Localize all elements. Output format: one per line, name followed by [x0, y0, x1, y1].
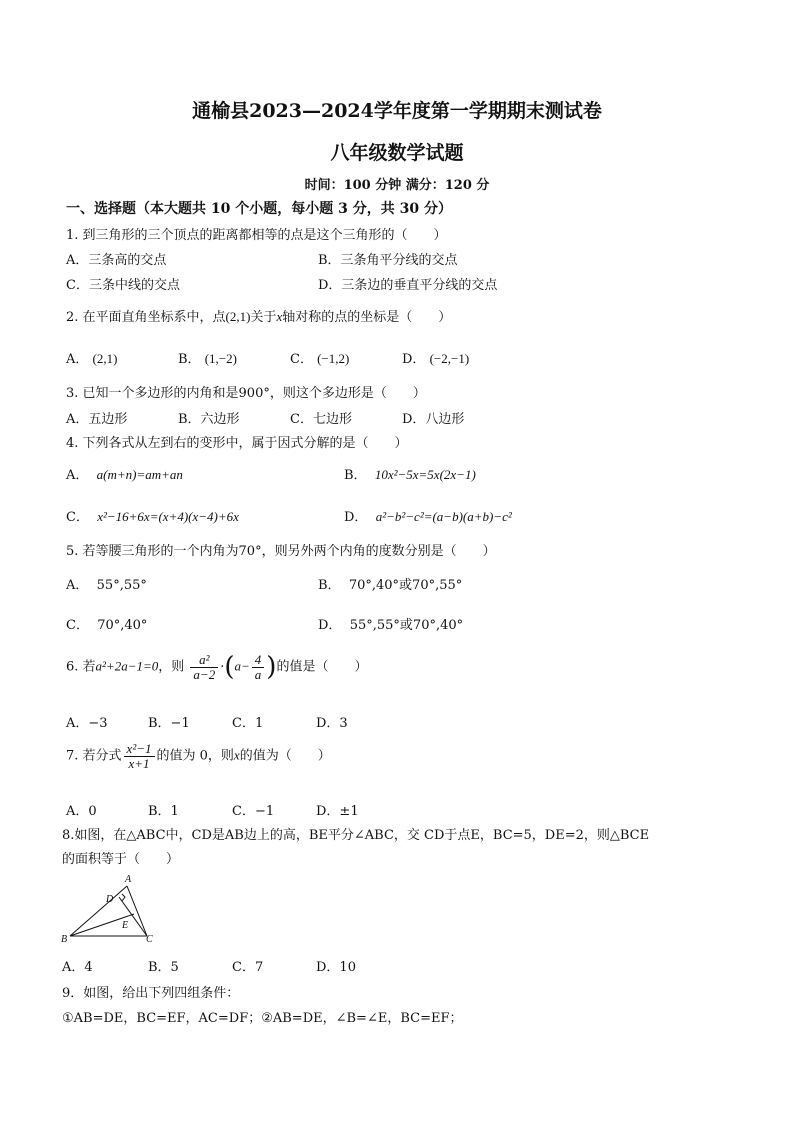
q5-stem: 5. 若等腰三角形的一个内角为70°，则另外两个内角的度数分别是（ ） — [66, 544, 496, 559]
q5-option-c: C． 70°,40° — [66, 618, 148, 633]
q6-fraction-2: $\frac{4}{a}$ — [252, 653, 265, 681]
q6-condition: a²+2a−1=0 — [95, 658, 159, 674]
label-a: A — [125, 874, 132, 885]
q2-axis: x — [276, 309, 283, 324]
q1-option-d: D．三条边的垂直平分线的交点 — [318, 278, 498, 293]
q2-option-d: D． (−2,−1) — [402, 351, 470, 367]
q3-option-d: D．八边形 — [402, 412, 465, 427]
q6-option-c: C．1 — [232, 716, 264, 731]
q2-option-c: C． (−1,2) — [290, 351, 350, 367]
q3-stem: 3. 已知一个多边形的内角和是900°，则这个多边形是（ ） — [66, 386, 426, 401]
label-c: C — [146, 934, 153, 945]
segment-ac — [127, 886, 147, 936]
q4-stem: 4. 下列各式从左到右的变形中，属于因式分解的是（ ） — [66, 436, 408, 451]
q2-stem-before: 2. 在平面直角坐标系中，点 — [66, 310, 226, 325]
q8-option-a: A．4 — [62, 960, 93, 975]
q8-stem-line1: 8.如图，在△ABC中，CD是AB边上的高，BE平分∠ABC，交 CD于点E，BC=5，DE=2，则△BCE — [62, 828, 650, 843]
q8-option-c: C．7 — [232, 960, 264, 975]
q1-option-a: A．三条高的交点 — [66, 253, 167, 268]
exam-subtitle: 八年级数学试题 — [330, 142, 464, 164]
q1-option-c: C．三条中线的交点 — [66, 278, 180, 293]
q2-point: (2,1) — [225, 309, 251, 324]
q4-option-c: C． x²−16+6x=(x+4)(x−4)+6x — [66, 509, 239, 525]
q3-option-b: B．六边形 — [178, 412, 240, 427]
q2-stem-mid: 关于 — [250, 310, 277, 325]
exam-info: 时间：100 分钟 满分：120 分 — [304, 178, 490, 193]
q3-option-a: A．五边形 — [66, 412, 128, 427]
q2-stem-after: 轴对称的点的坐标是（ ） — [282, 310, 452, 325]
q8-triangle-figure — [60, 872, 160, 948]
q2-stem — [66, 306, 451, 325]
q6-fraction-1: $\frac{\text{a²}}{a-2}$ — [190, 653, 218, 681]
q6-option-b: B．−1 — [148, 716, 190, 731]
label-d: D — [106, 894, 114, 905]
segment-ab — [70, 886, 127, 936]
q2-option-b: B． (1,−2) — [178, 351, 237, 367]
q7-fraction: $\frac{\text{x²−1}}{x+1}$ — [124, 742, 155, 770]
q5-option-b: B． 70°,40°或70°,55° — [318, 578, 463, 593]
q8-option-b: B．5 — [148, 960, 179, 975]
q4-option-d: D． a²−b²−c²=(a−b)(a+b)−c² — [344, 509, 512, 525]
q1-option-b: B．三条角平分线的交点 — [318, 253, 458, 268]
q9-conditions: ①AB=DE，BC=EF，AC=DF；②AB=DE，∠B=∠E，BC=EF； — [62, 1011, 463, 1026]
q8-option-d: D．10 — [316, 960, 356, 975]
q4-option-b: B． 10x²−5x=5x(2x−1) — [344, 467, 476, 483]
q3-option-c: C．七边形 — [290, 412, 352, 427]
exam-title: 通榆县2023—2024学年度第一学期期末测试卷 — [192, 100, 602, 122]
q6-option-d: D．3 — [316, 716, 348, 731]
section-heading: 一、选择题（本大题共 10 个小题，每小题 3 分，共 30 分） — [66, 201, 452, 217]
q7-option-c: C．−1 — [232, 804, 275, 819]
q6-option-a: A．−3 — [66, 716, 108, 731]
q9-stem: 9．如图，给出下列四组条件： — [62, 986, 240, 1001]
q7-option-d: D．±1 — [316, 804, 359, 819]
q1-stem: 1. 到三角形的三个顶点的距离都相等的点是这个三角形的（ ） — [66, 228, 447, 243]
q5-option-d: D． 55°,55°或70°,40° — [318, 618, 464, 633]
q6-stem: 6. 若a²+2a−1=0，则 $\frac{\text{a²}}{a-2}$ ·(a− $\frac{4}{a}$ )的值是（ ） — [66, 651, 368, 682]
q7-option-a: A．0 — [66, 804, 97, 819]
q2-option-a: A． (2,1) — [66, 351, 118, 367]
q4-option-a: A． a(m+n)=am+an — [66, 467, 183, 483]
label-b: B — [61, 934, 68, 945]
right-angle-mark — [122, 894, 125, 901]
label-e: E — [122, 920, 129, 931]
q8-stem-line2: 的面积等于（ ） — [62, 852, 180, 867]
q7-option-b: B．1 — [148, 804, 179, 819]
q7-stem: 7. 若分式 $\frac{\text{x²−1}}{x+1}$ 的值为 0，则x的值为（ ） — [66, 741, 331, 771]
q5-option-a: A． 55°,55° — [66, 578, 147, 593]
